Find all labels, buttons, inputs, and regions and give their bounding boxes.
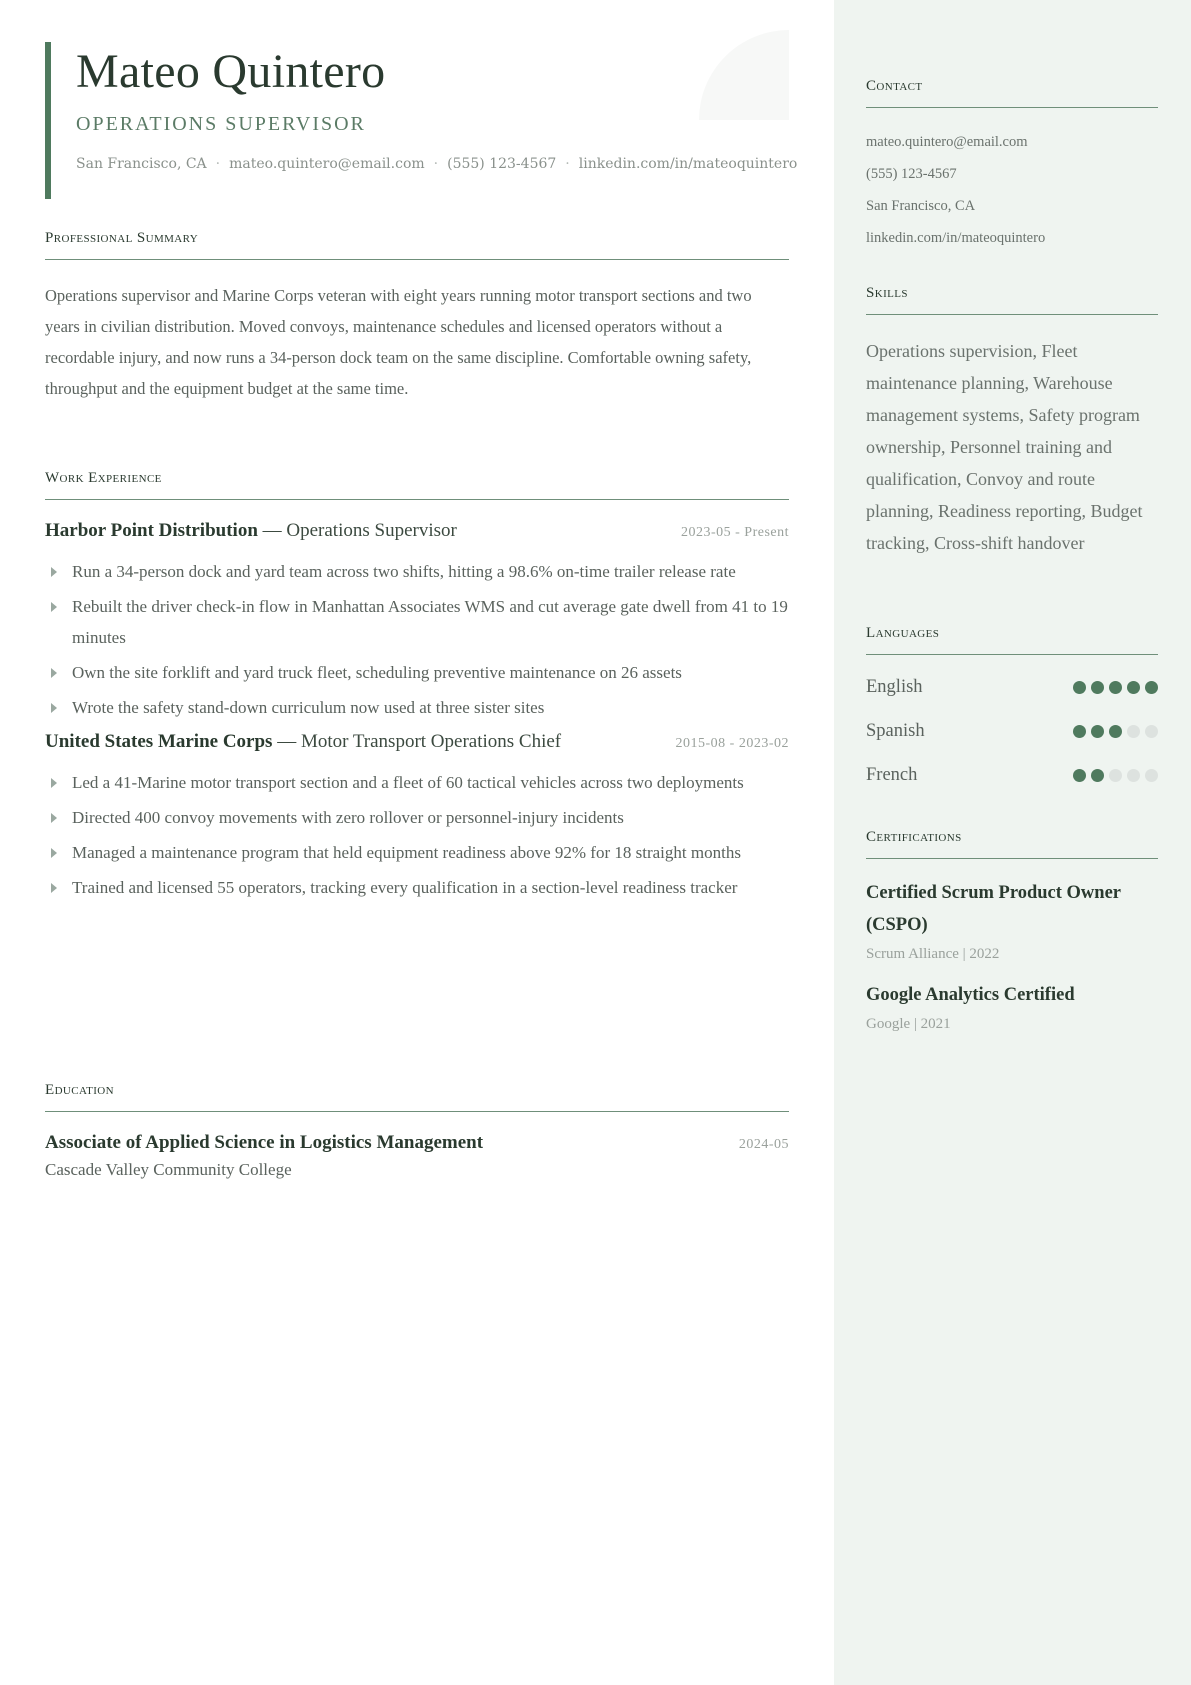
bullet-text: Led a 41-Marine motor transport section and a fleet of 60 tactical vehicles across two deployments (72, 773, 744, 792)
level-dot-empty (1127, 769, 1140, 782)
job-entry (45, 520, 789, 723)
bullet-text: Wrote the safety stand-down curriculum now used at three sister sites (72, 698, 545, 717)
bullet-triangle-icon (51, 703, 57, 713)
bullet-item (45, 556, 789, 587)
bullet-triangle-icon (51, 813, 57, 823)
certifications-heading: Certifications (866, 829, 962, 845)
separator-dot: · (433, 156, 439, 172)
contact-email[interactable]: mateo.quintero@email.com (866, 134, 1028, 150)
separator-dot: · (215, 156, 221, 172)
bullet-item (45, 802, 789, 833)
level-dot-filled (1091, 725, 1104, 738)
sidebar-languages-section (866, 623, 1158, 797)
contact-phone[interactable]: (555) 123-4567 (866, 166, 957, 182)
job-bullets (45, 556, 789, 723)
bullet-triangle-icon (51, 883, 57, 893)
level-dot-empty (1109, 769, 1122, 782)
level-dot-empty (1145, 769, 1158, 782)
certification-item (866, 979, 1158, 1035)
level-dot-empty (1145, 725, 1158, 738)
separator-dot: · (565, 156, 570, 172)
experience-section (45, 468, 789, 907)
education-heading-rule (45, 1080, 789, 1112)
language-row (866, 753, 1158, 797)
language-level-dots (1073, 725, 1158, 738)
job-date: 2023-05 - Present (680, 525, 789, 540)
bullet-triangle-icon (51, 848, 57, 858)
bullet-text: Directed 400 convoy movements with zero rollover or personnel-injury incidents (72, 808, 624, 827)
languages-list (866, 665, 1158, 797)
certification-meta: Scrum Alliance | 2022 (866, 946, 1000, 962)
bullet-text: Rebuilt the driver check-in flow in Manhattan Associates WMS and cut average gate dwell from 41 to 19 minutes (72, 597, 788, 647)
resume-header (45, 42, 798, 199)
summary-heading: Professional Summary (45, 230, 199, 246)
skills-heading: Skills (866, 285, 908, 301)
bullet-item (45, 657, 789, 688)
experience-heading: Work Experience (45, 470, 162, 486)
certification-name: Google Analytics Certified (866, 985, 1075, 1005)
level-dot-filled (1109, 681, 1122, 694)
certifications-heading-rule (866, 827, 1158, 859)
level-dot-filled (1109, 725, 1122, 738)
job-date: 2015-08 - 2023-02 (675, 736, 789, 751)
bullet-item (45, 837, 789, 868)
bullet-triangle-icon (51, 778, 57, 788)
bullet-triangle-icon (51, 567, 57, 577)
job-role: — Motor Transport Operations Chief (272, 731, 562, 752)
job-organization: United States Marine Corps (45, 731, 273, 752)
language-name: English (866, 676, 923, 697)
candidate-name: Mateo Quintero (76, 45, 386, 98)
sidebar-certifications-section (866, 827, 1158, 1035)
job-role: — Operations Supervisor (257, 520, 457, 541)
summary-section (45, 228, 789, 404)
job-bullets (45, 767, 789, 903)
contact-heading-rule (866, 76, 1158, 108)
skills-text: Operations supervision, Fleet maintenance planning, Warehouse management systems, Safety program ownership, Personnel training and qualification, Convoy and route planning, Readiness reporting, Budget tracking, Cross-shift handover (866, 341, 1143, 553)
job-title (45, 520, 457, 542)
language-level-dots (1073, 681, 1158, 694)
header-linkedin[interactable]: linkedin.com/in/mateoquintero (578, 156, 798, 172)
header-phone[interactable]: (555) 123-4567 (447, 156, 557, 172)
language-name: Spanish (866, 720, 925, 741)
contact-linkedin[interactable]: linkedin.com/in/mateoquintero (866, 230, 1046, 246)
contact-heading: Contact (866, 78, 923, 94)
bullet-text: Run a 34-person dock and yard team across two shifts, hitting a 98.6% on-time trailer release rate (72, 562, 736, 581)
certification-item (866, 877, 1158, 965)
sidebar-contact-section (866, 76, 1158, 254)
bullet-triangle-icon (51, 668, 57, 678)
contact-list (866, 126, 1158, 254)
language-row (866, 709, 1158, 753)
level-dot-filled (1145, 681, 1158, 694)
job-title (45, 731, 561, 753)
education-heading: Education (45, 1082, 114, 1098)
bullet-text: Managed a maintenance program that held equipment readiness above 92% for 18 straight months (72, 843, 741, 862)
bullet-text: Trained and licensed 55 operators, tracking every qualification in a section-level readiness tracker (72, 878, 738, 897)
job-header (45, 731, 789, 759)
header-email[interactable]: mateo.quintero@email.com (229, 156, 425, 172)
level-dot-filled (1091, 769, 1104, 782)
education-header (45, 1132, 789, 1154)
bullet-item (45, 872, 789, 903)
candidate-title: OPERATIONS SUPERVISOR (76, 113, 366, 135)
level-dot-filled (1073, 725, 1086, 738)
education-section (45, 1080, 789, 1180)
bullet-item (45, 591, 789, 653)
header-contact-line (76, 154, 798, 174)
sidebar-skills-section (866, 283, 1158, 559)
language-name: French (866, 764, 918, 785)
header-location: San Francisco, CA (76, 156, 207, 172)
bullet-text: Own the site forklift and yard truck fleet, scheduling preventive maintenance on 26 assets (72, 663, 682, 682)
job-organization: Harbor Point Distribution (45, 520, 258, 541)
education-date: 2024-05 (738, 1137, 789, 1152)
level-dot-filled (1091, 681, 1104, 694)
education-school: Cascade Valley Community College (45, 1160, 292, 1179)
languages-heading-rule (866, 623, 1158, 655)
level-dot-empty (1127, 725, 1140, 738)
experience-heading-rule (45, 468, 789, 500)
summary-text: Operations supervisor and Marine Corps veteran with eight years running motor transport sections and two years in civilian distribution. Moved convoys, maintenance schedules and licensed operators without a recordable injury, and now runs a 34-person dock team on the same discipline. Comfortable owning safety, throughput and the equipment budget at the same time. (45, 286, 752, 398)
summary-heading-rule (45, 228, 789, 260)
level-dot-filled (1127, 681, 1140, 694)
contact-location: San Francisco, CA (866, 198, 976, 214)
job-header (45, 520, 789, 548)
language-row (866, 665, 1158, 709)
level-dot-filled (1073, 769, 1086, 782)
level-dot-filled (1073, 681, 1086, 694)
education-degree: Associate of Applied Science in Logistics Management (45, 1132, 484, 1153)
certification-name: Certified Scrum Product Owner (CSPO) (866, 883, 1121, 935)
languages-heading: Languages (866, 625, 940, 641)
certification-meta: Google | 2021 (866, 1016, 951, 1032)
bullet-item (45, 692, 789, 723)
bullet-triangle-icon (51, 602, 57, 612)
job-entry (45, 731, 789, 903)
skills-heading-rule (866, 283, 1158, 315)
language-level-dots (1073, 769, 1158, 782)
bullet-item (45, 767, 789, 798)
